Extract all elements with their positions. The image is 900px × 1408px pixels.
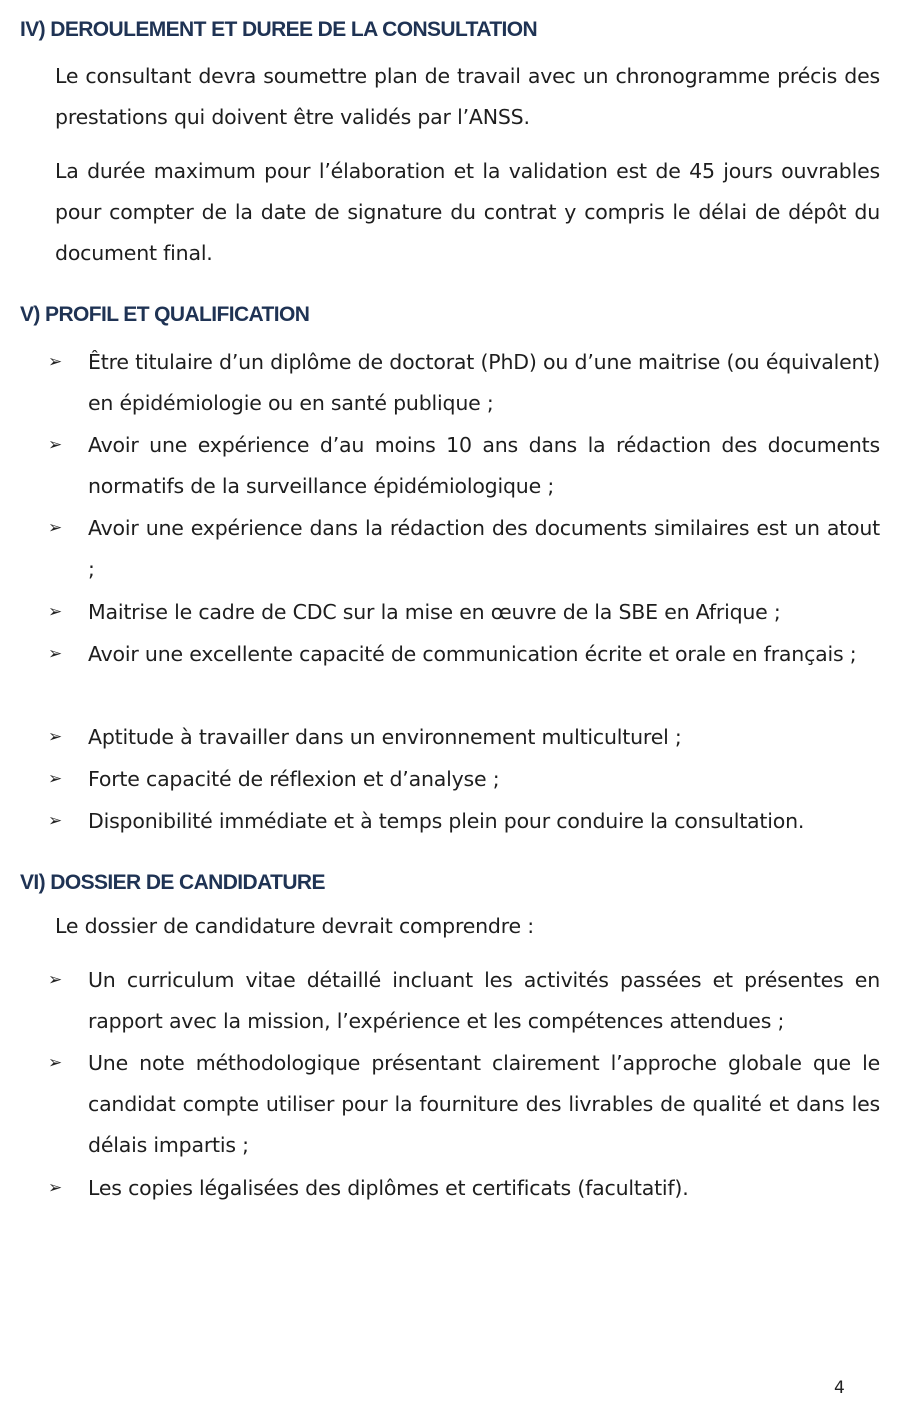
arrow-bullet-icon: ➢ [48, 644, 63, 664]
paragraph-dossier-intro: Le dossier de candidature devrait comprendre : [55, 914, 534, 938]
list-item: ➢ Avoir une expérience d’au moins 10 ans dans la rédaction des documents normatifs de la surveillance épidémiologique ; [48, 425, 880, 507]
arrow-bullet-icon: ➢ [48, 518, 63, 538]
section-heading-vi: VI) DOSSIER DE CANDIDATURE [20, 871, 325, 894]
section-heading-iv: IV) DEROULEMENT ET DUREE DE LA CONSULTATION [20, 18, 538, 41]
list-item: ➢ Avoir une excellente capacité de communication écrite et orale en français ; [48, 634, 880, 675]
section-heading-v: V) PROFIL ET QUALIFICATION [20, 303, 310, 326]
paragraph-duration: La durée maximum pour l’élaboration et la validation est de 45 jours ouvrables pour compter de la date de signature du contrat y compris le délai de dépôt du document final. [55, 159, 880, 265]
arrow-bullet-icon: ➢ [48, 811, 63, 831]
list-item: ➢ Un curriculum vitae détaillé incluant les activités passées et présentes en rapport avec la mission, l’expérience et les compétences attendues ; [48, 960, 880, 1042]
list-item: ➢ Les copies légalisées des diplômes et certificats (facultatif). [48, 1168, 880, 1209]
arrow-bullet-icon: ➢ [48, 1178, 63, 1198]
arrow-bullet-icon: ➢ [48, 435, 63, 455]
arrow-bullet-icon: ➢ [48, 1053, 63, 1073]
list-item: ➢ Forte capacité de réflexion et d’analyse ; [48, 759, 880, 800]
arrow-bullet-icon: ➢ [48, 352, 63, 372]
list-item: ➢ Une note méthodologique présentant clairement l’approche globale que le candidat compte utiliser pour la fourniture des livrables de qualité et dans les délais impartis ; [48, 1043, 880, 1166]
list-item: ➢ Être titulaire d’un diplôme de doctorat (PhD) ou d’une maitrise (ou équivalent) en épidémiologie ou en santé publique ; [48, 342, 880, 424]
list-item: ➢ Disponibilité immédiate et à temps plein pour conduire la consultation. [48, 801, 880, 842]
page-number: 4 [834, 1378, 845, 1398]
list-item: ➢ Avoir une expérience dans la rédaction des documents similaires est un atout ; [48, 508, 880, 590]
arrow-bullet-icon: ➢ [48, 602, 63, 622]
list-item: ➢ Maitrise le cadre de CDC sur la mise en œuvre de la SBE en Afrique ; [48, 592, 880, 633]
arrow-bullet-icon: ➢ [48, 970, 63, 990]
arrow-bullet-icon: ➢ [48, 769, 63, 789]
arrow-bullet-icon: ➢ [48, 727, 63, 747]
list-item: ➢ Aptitude à travailler dans un environnement multiculturel ; [48, 717, 880, 758]
paragraph-work-plan: Le consultant devra soumettre plan de travail avec un chronogramme précis des prestations qui doivent être validés par l’ANSS. [55, 64, 880, 129]
